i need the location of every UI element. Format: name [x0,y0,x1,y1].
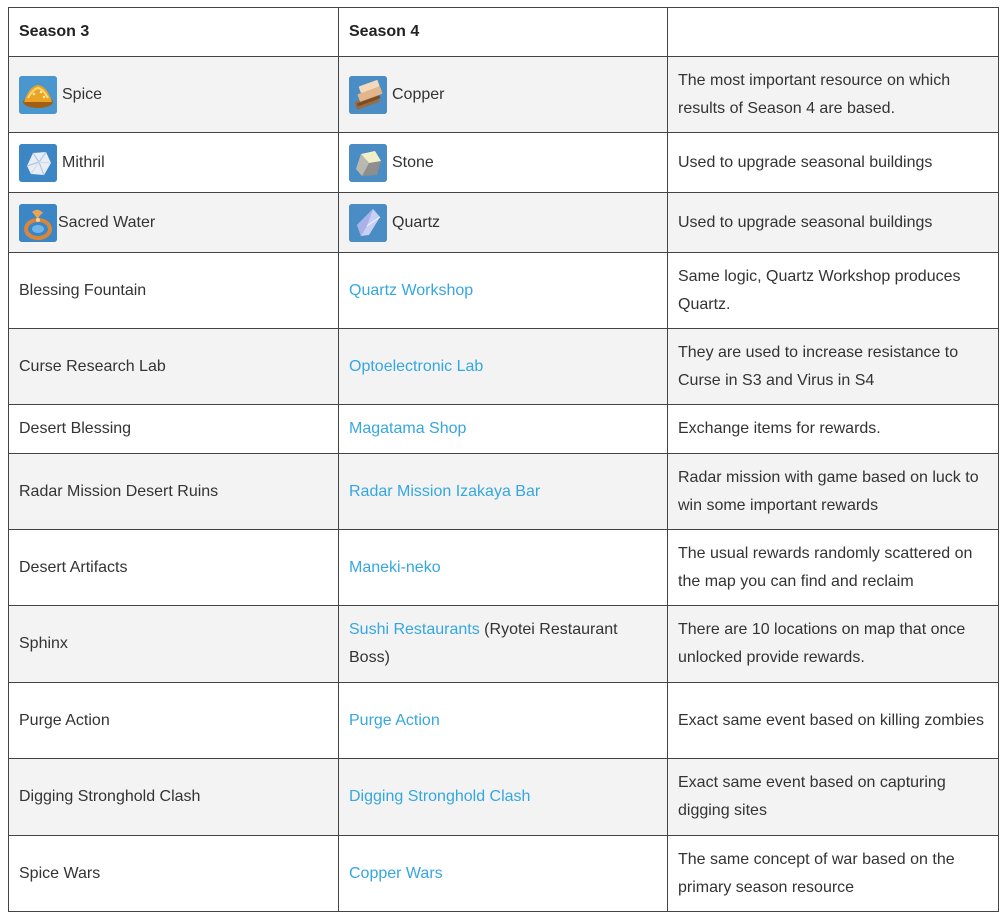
season-4-cell [339,405,668,454]
spice-icon [19,76,57,114]
season-4-cell [339,836,668,912]
season-3-name: Sacred Water [58,213,156,231]
stone-icon [349,144,387,182]
season-3-cell [9,57,339,133]
description-cell: Exchange items for rewards. [668,405,999,454]
table-row [9,57,999,133]
season-comparison-table [8,7,999,912]
description-cell: Same logic, Quartz Workshop produces Quartz. [668,253,999,329]
season-4-cell [339,329,668,405]
header-description [668,8,999,57]
season-3-cell: Desert Blessing [9,405,339,454]
table-row [9,253,999,329]
season-4-cell [339,530,668,606]
season-3-cell: Desert Artifacts [9,530,339,606]
table-row [9,759,999,836]
table-row [9,329,999,405]
season-4-link[interactable]: Radar Mission Izakaya Bar [349,482,541,500]
season-3-cell [9,193,339,253]
table-row [9,836,999,912]
header-row [9,8,999,57]
description-cell: Used to upgrade seasonal buildings [668,133,999,193]
season-4-cell [339,133,668,193]
header-season-3: Season 3 [9,8,339,57]
season-4-cell [339,454,668,530]
season-4-link[interactable]: Digging Stronghold Clash [349,788,531,805]
season-3-cell: Sphinx [9,606,339,683]
description-cell: The most important resource on which results of Season 4 are based. [668,57,999,133]
table-row [9,530,999,606]
season-4-name: Quartz [392,213,441,231]
description-cell: They are used to increase resistance to Curse in S3 and Virus in S4 [668,329,999,405]
season-3-cell: Spice Wars [9,836,339,912]
season-4-cell [339,57,668,133]
season-3-name: Spice [62,85,103,103]
table-row [9,606,999,683]
season-4-cell [339,253,668,329]
season-3-cell: Blessing Fountain [9,253,339,329]
mithril-icon [19,144,57,182]
season-4-link[interactable]: Quartz Workshop [349,281,474,299]
header-season-4: Season 4 [339,8,668,57]
season-4-link[interactable]: Maneki-neko [349,558,441,576]
description-cell: The usual rewards randomly scattered on the map you can find and reclaim [668,530,999,606]
season-3-name: Mithril [62,153,105,171]
sacred-water-icon [19,204,57,242]
table-row [9,133,999,193]
description-cell: Radar mission with game based on luck to win some important rewards [668,454,999,530]
season-4-link[interactable]: Optoelectronic Lab [349,357,484,375]
season-3-cell: Purge Action [9,683,339,759]
description-cell: The same concept of war based on the primary season resource [668,836,999,912]
season-4-link[interactable]: Sushi Restaurants [349,621,480,638]
season-4-cell [339,606,668,683]
quartz-icon [349,204,387,242]
season-4-cell [339,683,668,759]
season-4-cell [339,759,668,836]
season-3-cell: Radar Mission Desert Ruins [9,454,339,530]
season-4-link[interactable]: Purge Action [349,711,440,729]
description-cell: Exact same event based on capturing digging sites [668,759,999,836]
description-cell: Exact same event based on killing zombies [668,683,999,759]
table-row [9,454,999,530]
table-row [9,193,999,253]
description-cell: Used to upgrade seasonal buildings [668,193,999,253]
season-4-link[interactable]: Copper Wars [349,864,443,882]
description-cell: There are 10 locations on map that once unlocked provide rewards. [668,606,999,683]
season-4-name: Copper [392,85,445,103]
season-4-link[interactable]: Magatama Shop [349,420,467,437]
season-3-cell [9,133,339,193]
season-4-name: Stone [392,153,434,171]
season-3-cell: Digging Stronghold Clash [9,759,339,836]
season-4-cell [339,193,668,253]
copper-icon [349,76,387,114]
table-row [9,683,999,759]
season-4-note: (Ryotei Restaurant Boss) [349,621,618,666]
table-row [9,405,999,454]
season-3-cell: Curse Research Lab [9,329,339,405]
